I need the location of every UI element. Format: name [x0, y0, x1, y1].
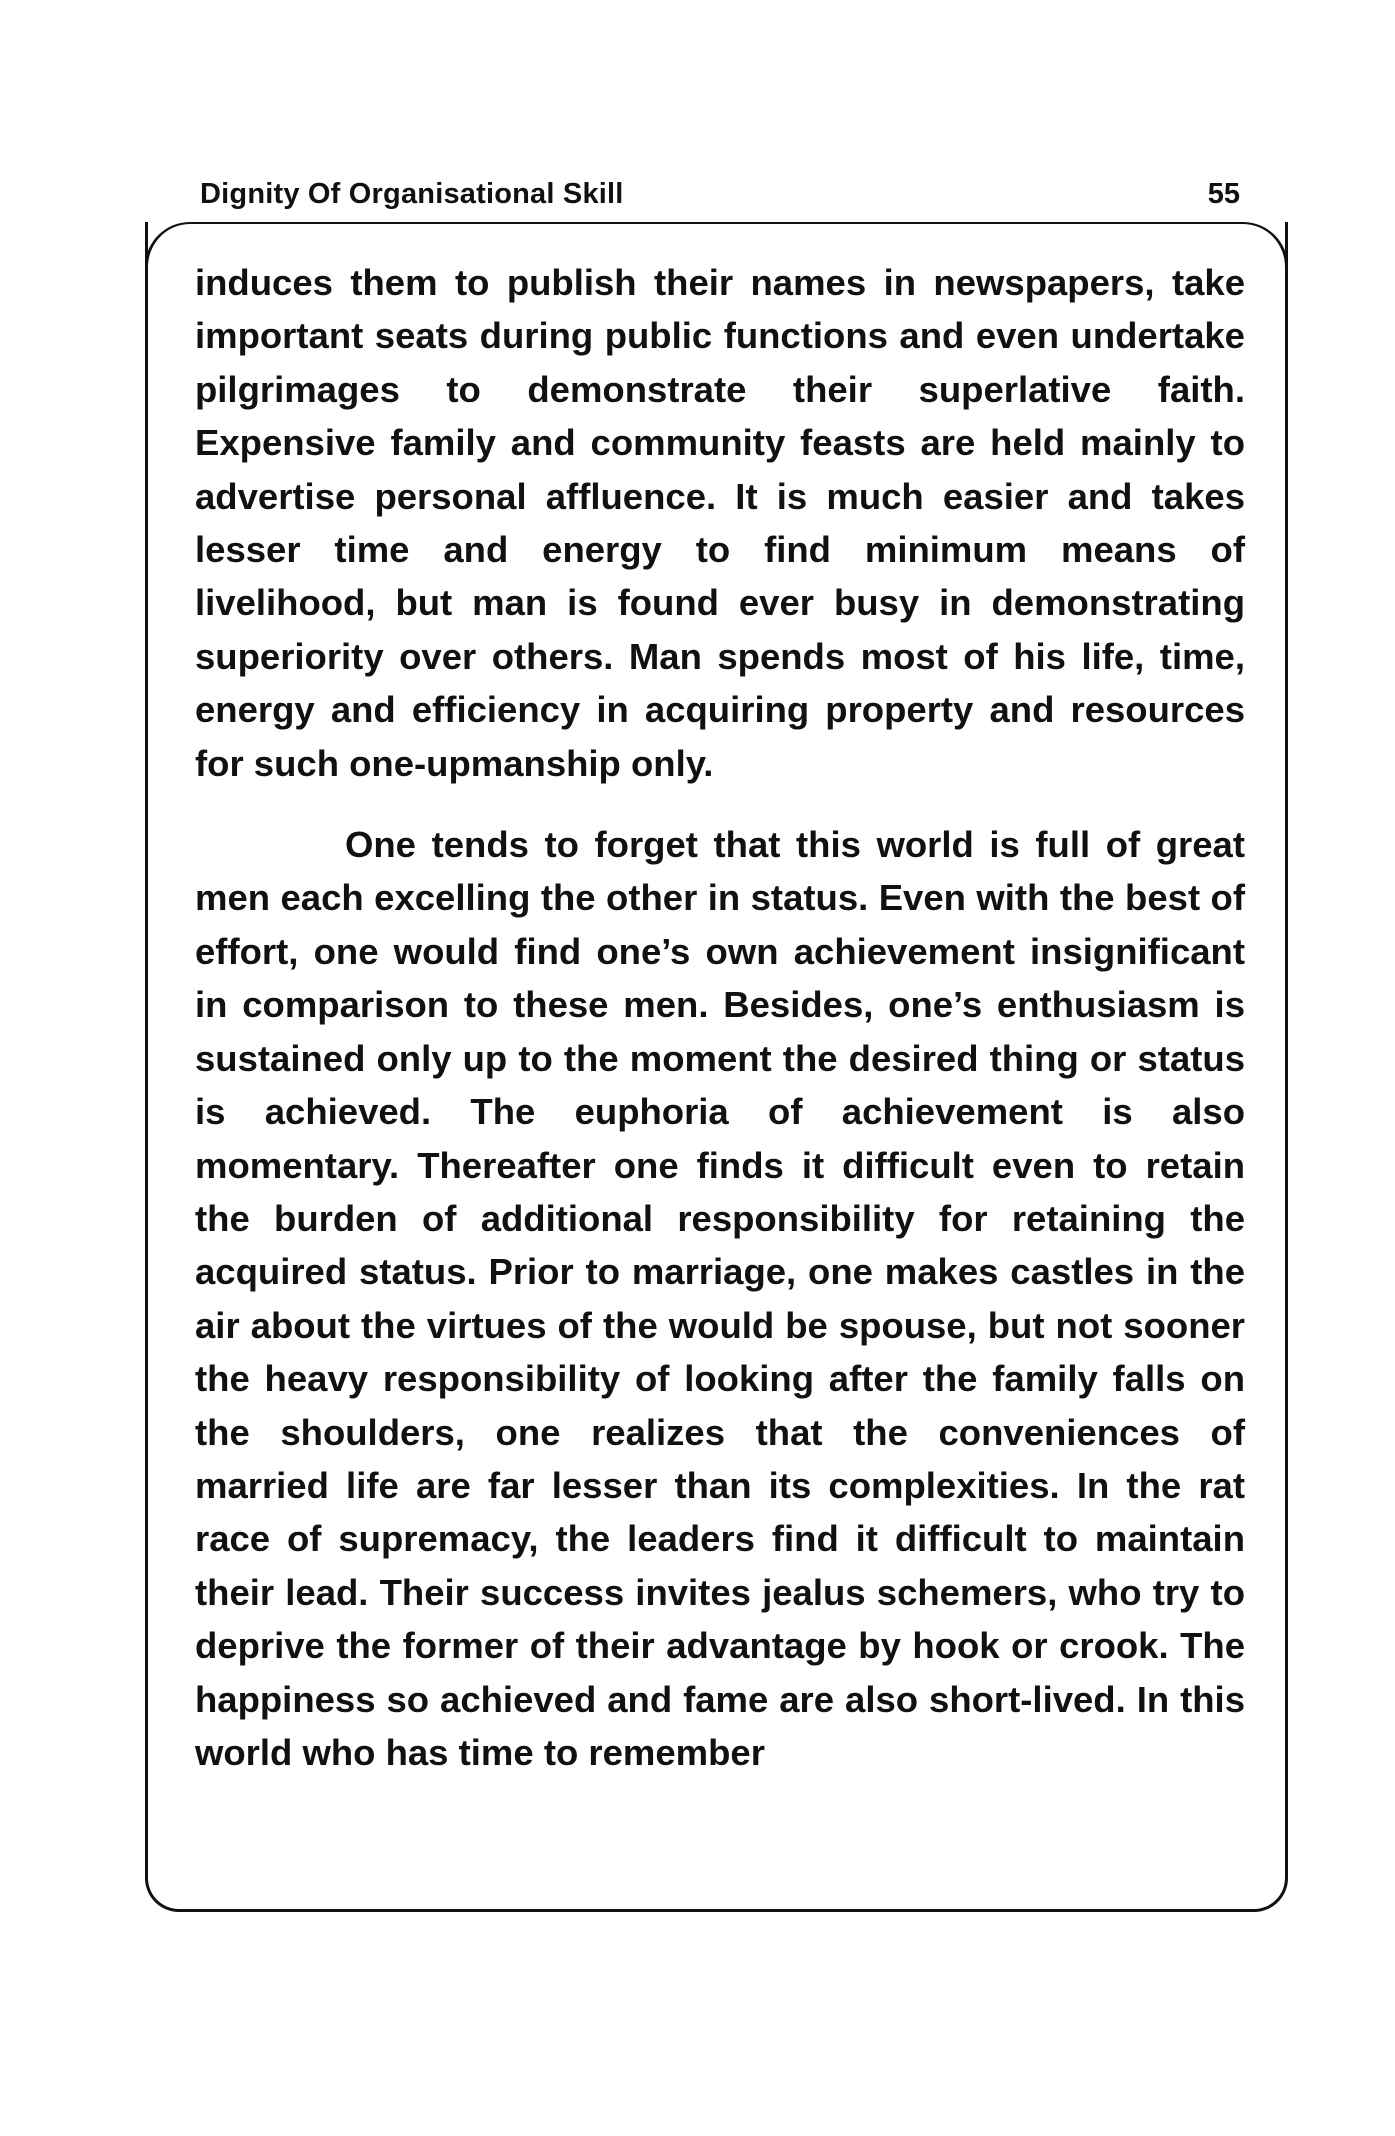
page-body-text — [195, 256, 1245, 1779]
paragraph-continuation: induces them to publish their names in newspapers, take important seats during public functions and even undertake pilgrimages to demonstrate their superlative faith. Expensive family and community feasts are held mainly to advertise personal affluence. It is much easier and takes lesser time and energy to find minimum means of livelihood, but man is found ever busy in demonstrating superiority over others. Man spends most of his life, time, energy and efficiency in acquiring property and resources for such one-upmanship only. — [195, 262, 1245, 784]
paragraph-world-great-men: One tends to forget that this world is full of great men each excelling the other in status. Even with the best of effort, one would find one’s own achievement insignificant in comparison to these men. Besides, one’s enthusiasm is sustained only up to the moment the desired thing or status is achieved. The euphoria of achievement is also momentary. Thereafter one finds it difficult even to retain the burden of additional responsibility for retaining the acquired status. Prior to marriage, one makes castles in the air about the virtues of the would be spouse, but not sooner the heavy responsibility of looking after the family falls on the shoulders, one realizes that the conveniences of married life are far lesser than its complexities. In the rat race of supremacy, the leaders find it difficult to maintain their lead. Their success invites jealus schemers, who try to deprive the former of their advantage by hook or crook. The happiness so achieved and fame are also short-lived. In this world who has time to remember — [195, 824, 1245, 1773]
page-number: 55 — [1207, 178, 1240, 210]
running-head: Dignity Of Organisational Skill — [200, 178, 624, 210]
page-header — [200, 178, 1240, 226]
